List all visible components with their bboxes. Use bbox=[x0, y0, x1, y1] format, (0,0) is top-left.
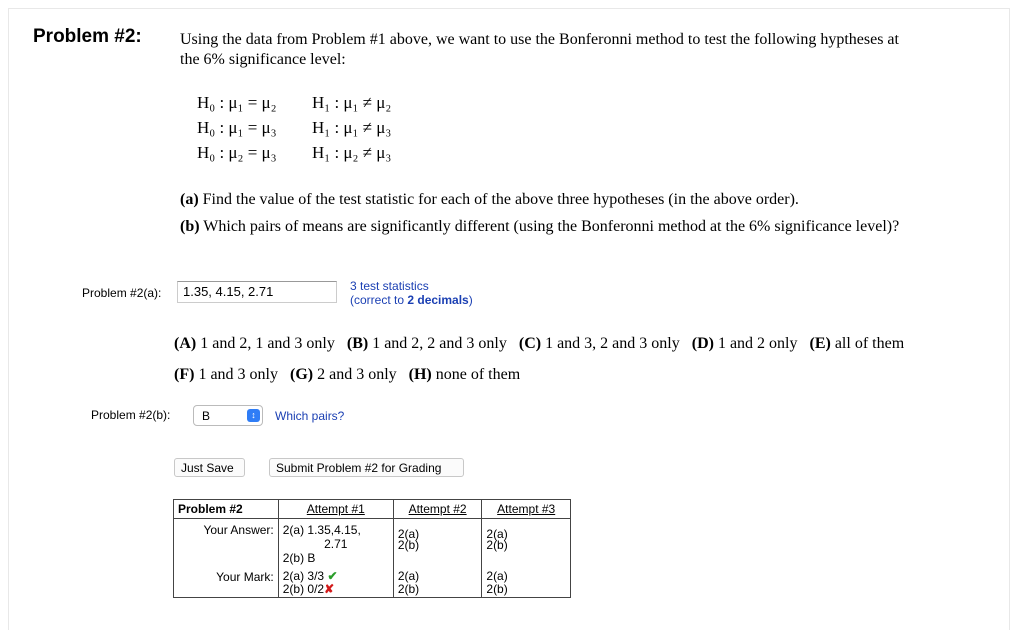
attempts-header-problem: Problem #2 bbox=[178, 502, 243, 516]
attempt-1-answer: 2(a) 1.35,4.15, 2.71 2(b) B bbox=[278, 519, 393, 567]
hypothesis-h1-2: H₁ : μ₁ ≠ μ₃ bbox=[312, 118, 392, 137]
choice-h: (H) none of them bbox=[408, 366, 521, 383]
hypothesis-h0-1: H₀ : μ₁ = μ₂ bbox=[197, 93, 277, 112]
attempt-2-mark: 2(a) 2(b) bbox=[393, 566, 482, 598]
your-mark-label: Your Mark: bbox=[216, 570, 274, 584]
hypothesis-h0-2: H₀ : μ₁ = μ₃ bbox=[197, 118, 277, 137]
answer-a-hint bbox=[350, 279, 473, 307]
attempts-header-1: Attempt #1 bbox=[278, 500, 393, 519]
attempts-table bbox=[173, 499, 571, 598]
statement-line-2: the 6% significance level: bbox=[180, 51, 346, 68]
attempts-header-2: Attempt #2 bbox=[393, 500, 482, 519]
choices-row-2 bbox=[174, 366, 520, 384]
statement-line-1: Using the data from Problem #1 above, we want to use the Bonferonni method to test the following hyptheses at bbox=[180, 31, 899, 48]
problem-statement bbox=[180, 30, 1000, 70]
hypothesis-h1-3: H₁ : μ₂ ≠ μ₃ bbox=[312, 143, 392, 162]
attempts-header-row bbox=[174, 500, 571, 519]
choice-f: (F) 1 and 3 only bbox=[174, 366, 278, 383]
part-a-question bbox=[180, 190, 799, 210]
just-save-button[interactable]: Just Save bbox=[174, 458, 245, 477]
check-icon: ✔ bbox=[327, 569, 338, 583]
attempts-mark-row bbox=[174, 566, 571, 598]
answer-b-label: Problem #2(b): bbox=[91, 408, 171, 422]
answer-b-select[interactable] bbox=[193, 405, 263, 426]
attempt-3-mark: 2(a) 2(b) bbox=[482, 566, 571, 598]
part-b-text: Which pairs of means are significantly different (using the Bonferonni method at the 6% significance level)? bbox=[203, 218, 900, 235]
part-a-text: Find the value of the test statistic for each of the above three hypotheses (in the above order). bbox=[202, 191, 799, 208]
cross-icon: ✘ bbox=[324, 582, 335, 596]
choice-g: (G) 2 and 3 only bbox=[289, 366, 397, 383]
attempt-3-answer: 2(a) 2(b) bbox=[482, 519, 571, 567]
answer-b-selected-value: B bbox=[202, 409, 211, 423]
submit-grading-button[interactable]: Submit Problem #2 for Grading bbox=[269, 458, 464, 477]
answer-a-input[interactable]: 1.35, 4.15, 2.71 bbox=[177, 281, 337, 303]
your-answer-label: Your Answer: bbox=[203, 523, 274, 537]
choice-d: (D) 1 and 2 only bbox=[691, 335, 798, 352]
answer-b-hint: Which pairs? bbox=[275, 409, 345, 423]
select-updown-icon: ↕ bbox=[247, 409, 260, 422]
answer-a-hint-line2: (correct to 2 decimals) bbox=[350, 293, 473, 307]
hypotheses-h1-column bbox=[312, 90, 391, 165]
problem-title: Problem #2: bbox=[33, 26, 142, 47]
part-a-tag: (a) bbox=[180, 191, 199, 208]
attempts-answer-row bbox=[174, 519, 571, 567]
choices-row-1 bbox=[174, 335, 904, 353]
choice-c: (C) 1 and 3, 2 and 3 only bbox=[518, 335, 680, 352]
part-b-tag: (b) bbox=[180, 218, 200, 235]
answer-a-label: Problem #2(a): bbox=[82, 286, 162, 300]
part-b-question bbox=[180, 217, 899, 237]
attempt-1-mark: 2(a) 3/3 ✔ 2(b) 0/2✘ bbox=[278, 566, 393, 598]
hypothesis-h1-1: H₁ : μ₁ ≠ μ₂ bbox=[312, 93, 392, 112]
attempts-header-3: Attempt #3 bbox=[482, 500, 571, 519]
choice-b: (B) 1 and 2, 2 and 3 only bbox=[346, 335, 507, 352]
hypothesis-h0-3: H₀ : μ₂ = μ₃ bbox=[197, 143, 277, 162]
choice-a: (A) 1 and 2, 1 and 3 only bbox=[174, 335, 335, 352]
hypotheses-h0-column bbox=[197, 90, 277, 165]
attempt-2-answer: 2(a) 2(b) bbox=[393, 519, 482, 567]
answer-a-hint-line1: 3 test statistics bbox=[350, 279, 429, 293]
choice-e: (E) all of them bbox=[809, 335, 905, 352]
